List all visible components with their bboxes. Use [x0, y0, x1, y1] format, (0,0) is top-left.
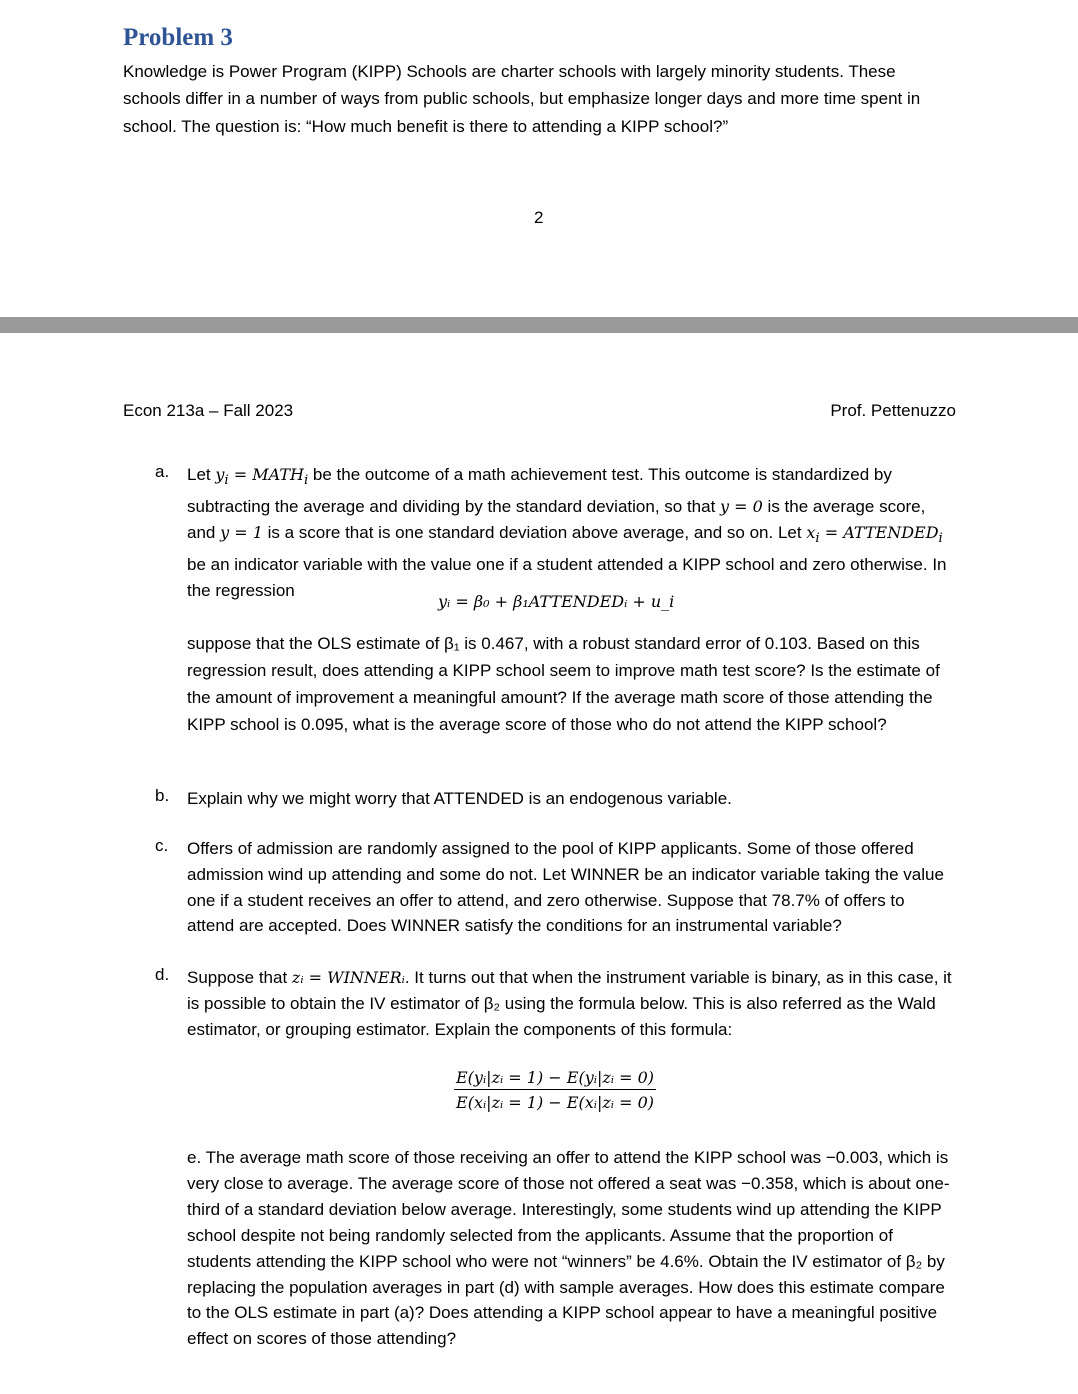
part-d-label: d.: [155, 965, 170, 984]
part-a-text: Let $y_i$ = $MATH_i$ be the outcome of a math achievement test. This outcome is standardized by subtracting the average and dividing by the standard deviation, so that y = 0 is the average score, and y = 1 is a score that is one standard deviation above average, and so on. Let $x_i$ = $ATTENDED_i$ be an indicator variable with the value one if a student attended a KIPP school and zero otherwise. In the regression: [187, 465, 947, 600]
regression-equation: yᵢ = β₀ + β₁ATTENDEDᵢ + u_i: [438, 592, 675, 611]
part-b-label: b.: [155, 786, 170, 805]
math-y-zero: y = 0: [720, 496, 763, 516]
part-d: [155, 965, 955, 1042]
part-b: [155, 786, 955, 812]
part-b-text: Explain why we might worry that ATTENDED is an endogenous variable.: [187, 789, 732, 808]
part-a-label: a.: [155, 462, 170, 481]
part-e-text: e. The average math score of those receiving an offer to attend the KIPP school was −0.003, which is very close to average. The average score of those not offered a seat was −0.358, which is about one-third of a standard deviation below average. Interestingly, some students wind up attending the KIPP school despite not being randomly selected from the applicants. Assume that the proportion of students attending the KIPP school who were not “winners” be 4.6%. Obtain the IV estimator of β₂ by replacing the population averages in part (d) with sample averages. How does this estimate compare to the OLS estimate in part (a)? Does attending a KIPP school appear to have a meaningful positive effect on scores of those attending?: [187, 1148, 950, 1349]
part-d-text: Suppose that zᵢ = WINNERᵢ. It turns out that when the instrument variable is binary, as in this case, it is possible to obtain the IV estimator of β₂ using the formula below. This is also referred as the Wald estimator, or grouping estimator. Explain the components of this formula:: [187, 968, 952, 1039]
course-header: Econ 213a – Fall 2023: [123, 401, 294, 420]
part-c-text: Offers of admission are randomly assigned to the pool of KIPP applicants. Some of those offered admission wind up attending and some do not. Let WINNER be an indicator variable taking the value one if a student receives an offer to attend, and zero otherwise. Suppose that 78.7% of offers to attend are accepted. Does WINNER satisfy the conditions for an instrumental variable?: [187, 839, 944, 936]
wald-estimator-formula: [454, 1068, 656, 1112]
formula-denominator: E(xᵢ|zᵢ = 1) − E(xᵢ|zᵢ = 0): [456, 1093, 654, 1112]
problem-intro: Knowledge is Power Program (KIPP) Schools are charter schools with largely minority students. These schools differ in a number of ways from public schools, but emphasize longer days and more time spent in school. The question is: “How much benefit is there to attending a KIPP school?”: [123, 62, 921, 136]
math-z-i: zᵢ = WINNERᵢ: [291, 968, 405, 987]
page-divider: [0, 317, 1078, 333]
math-y-one: y = 1: [220, 522, 263, 542]
part-a: [155, 462, 955, 603]
math-y-i: $y_i$ = $MATH_i$: [215, 465, 309, 489]
page-number: 2: [534, 208, 544, 227]
formula-numerator: E(yᵢ|zᵢ = 1) − E(yᵢ|zᵢ = 0): [454, 1068, 656, 1090]
part-a-followup: suppose that the OLS estimate of β₁ is 0.467, with a robust standard error of 0.103. Based on this regression result, does attending a KIPP school seem to improve math test score? Is the estimate of the amount of improvement a meaningful amount? If the average math score of those attending the KIPP school is 0.095, what is the average score of those who do not attend the KIPP school?: [187, 634, 940, 734]
problem-title: Problem 3: [123, 24, 233, 51]
math-x-i: $x_i$ = $ATTENDED_i$: [806, 522, 943, 546]
professor-header: Prof. Pettenuzzo: [830, 401, 956, 420]
part-c: [155, 836, 955, 939]
part-c-label: c.: [155, 836, 169, 855]
